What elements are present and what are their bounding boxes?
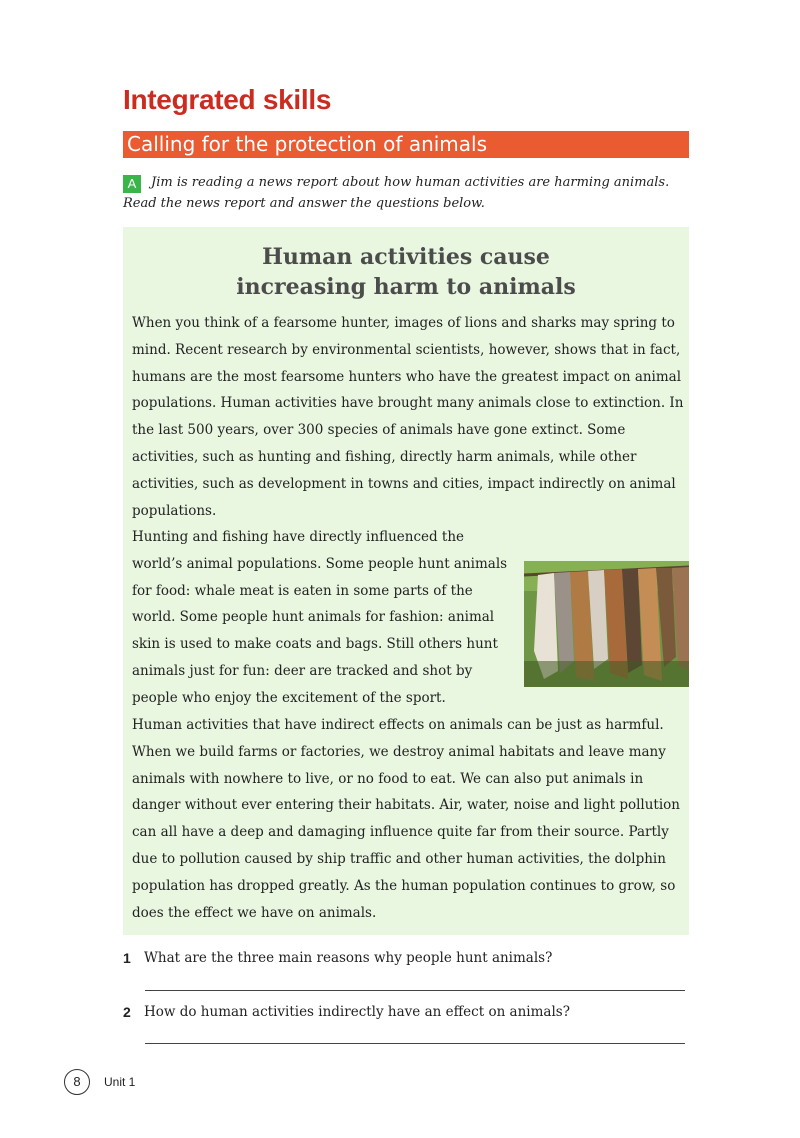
- article-paragraph-2: Hunting and fishing have directly influenced the world’s animal populations. Some people hunt animals for food: whale meat is eaten in some parts of the world. Some people hunt animals for fashion: animal skin is used to make coats and bags. Still others hunt animals just for fun: deer are tracked and shot by people who enjoy the excitement of the sport.: [132, 529, 508, 706]
- animal-fur-photo: [524, 561, 689, 687]
- article-paragraph-1: When you think of a fearsome hunter, images of lions and sharks may spring to mind. Recent research by environmental scientists, however, shows that in fact, humans are the most fearsome hunters who have the greatest impact on animal populations. Human activities have brought many animals close to extinction. In the last 500 years, over 300 species of animals have gone extinct. Some activities, such as hunting and fishing, directly harm animals, while other activities, such as development in towns and cities, impact indirectly on animal populations.: [132, 315, 684, 519]
- article-title-line2: increasing harm to animals: [236, 274, 576, 300]
- page-number: 8: [64, 1069, 90, 1095]
- question-text: How do human activities indirectly have an effect on animals?: [144, 1004, 570, 1020]
- unit-label: Unit 1: [104, 1075, 136, 1089]
- question-text: What are the three main reasons why people hunt animals?: [144, 950, 553, 966]
- answer-line-2[interactable]: [145, 1043, 685, 1044]
- article-title: [123, 242, 689, 302]
- article-paragraph-3: Human activities that have indirect effects on animals can be just as harmful. When we build farms or factories, we destroy animal habitats and leave many animals with nowhere to live, or no food to eat. We can also put animals in danger without ever entering their habitats. Air, water, noise and light pollution can all have a deep and damaging influence quite far from their source. Partly due to pollution caused by ship traffic and other human activities, the dolphin population has dropped greatly. As the human population continues to grow, so does the effect we have on animals.: [132, 717, 680, 921]
- lesson-banner: Calling for the protection of animals: [123, 131, 689, 158]
- animal-fur-illustration: [524, 561, 689, 687]
- question-number: 2: [123, 1004, 131, 1020]
- task-instruction: [123, 172, 693, 214]
- answer-line-1[interactable]: [145, 990, 685, 991]
- article-title-line1: Human activities cause: [262, 244, 550, 270]
- question-number: 1: [123, 950, 131, 966]
- task-label-badge: A: [123, 175, 141, 193]
- section-title: Integrated skills: [123, 84, 332, 115]
- task-instruction-text: Jim is reading a news report about how human activities are harming animals. Read the news report and answer the questions below.: [123, 175, 670, 211]
